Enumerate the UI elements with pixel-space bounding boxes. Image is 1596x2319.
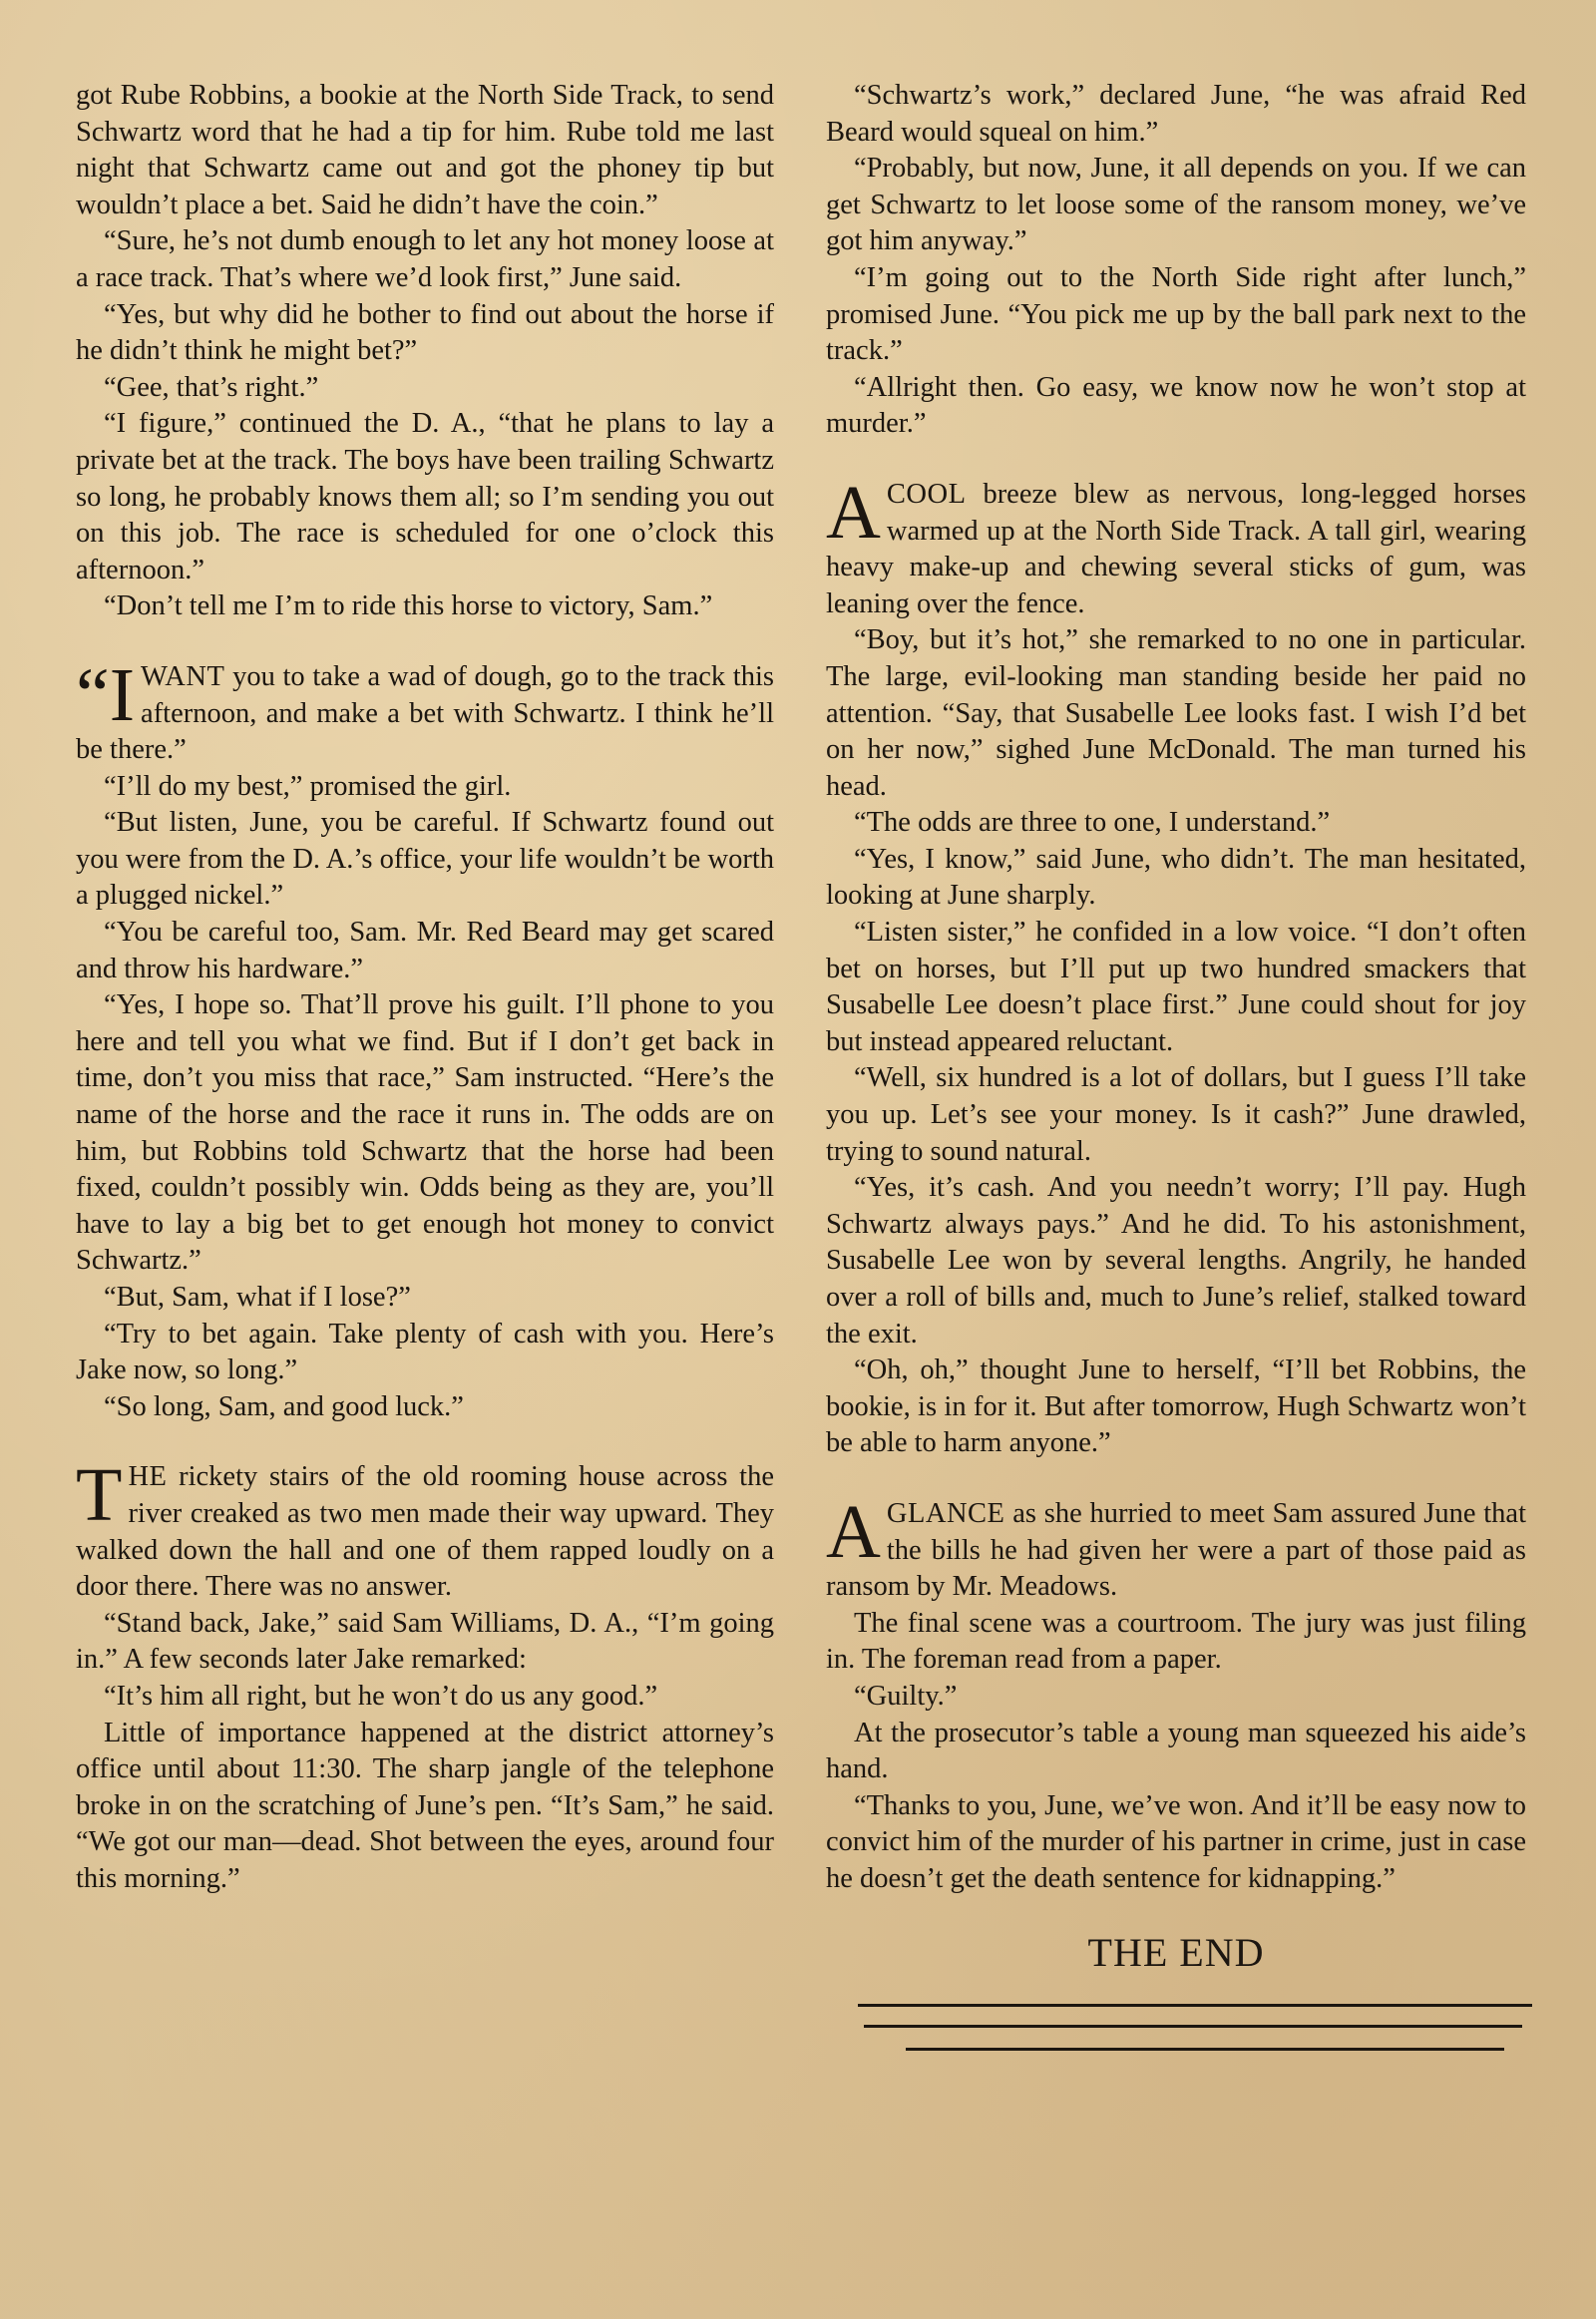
- drop-cap: “I: [76, 652, 136, 737]
- left-column: [76, 78, 774, 1898]
- paragraph: “Sure, he’s not dumb enough to let any hot money loose at a race track. That’s where we’d look first,” June said.: [76, 225, 774, 293]
- section-break-paragraph: [76, 1453, 774, 1897]
- drop-cap: A: [826, 1489, 881, 1574]
- paragraph: “Yes, I hope so. That’ll prove his guilt. I’ll phone to you here and tell you what we find. But if I don’t get back in time, don’t you miss that race,” Sam instructed. “Here’s the name of the horse and the race it runs in. The odds are on him, but Robbins told Schwartz that the horse had been fixed, couldn’t possibly win. Odds being as they are, you’ll have to lay a big bet to get enough hot money to convict Schwartz.”: [76, 989, 774, 1277]
- paragraph: “Guilty.”: [854, 1680, 958, 1712]
- paragraph: “Well, six hundred is a lot of dollars, but I guess I’ll take you up. Let’s see your money. Is it cash?” June drawled, trying to sound natural.: [826, 1062, 1526, 1167]
- paragraph: “Yes, but why did he bother to find out about the horse if he didn’t think he might bet?”: [76, 298, 774, 367]
- section-break-paragraph: [826, 470, 1526, 1462]
- paragraph-text: breeze blew as nervous, long-legged horses warmed up at the North Side Track. A tall girl, wearing heavy make-up and chewing several sticks of gum, was leaning over the fence.: [826, 478, 1526, 619]
- section-opening-paragraph: [826, 470, 1526, 622]
- paragraph-text: as she hurried to meet Sam assured June that the bills he had given her were a part of those paid as ransom by Mr. Meadows.: [826, 1497, 1526, 1603]
- paragraph: “Schwartz’s work,” declared June, “he was afraid Red Beard would squeal on him.”: [826, 80, 1526, 148]
- paragraph: “The odds are three to one, I understand.”: [854, 807, 1331, 839]
- paragraph: “Oh, oh,” thought June to herself, “I’ll bet Robbins, the bookie, is in for it. But after tomorrow, Hugh Schwartz won’t be able to harm anyone.”: [826, 1354, 1526, 1459]
- paragraph: The final scene was a courtroom. The jury was just filing in. The foreman read from a paper.: [826, 1607, 1526, 1676]
- paragraph: “It’s him all right, but he won’t do us any good.”: [104, 1680, 658, 1712]
- paragraph: “Thanks to you, June, we’ve won. And it’ll be easy now to convict him of the murder of his partner in crime, just in case he doesn’t get the death sentence for kidnapping.”: [826, 1789, 1526, 1894]
- paragraph: “Probably, but now, June, it all depends on you. If we can get Schwartz to let loose some of the ransom money, we’ve got him anyway.”: [826, 153, 1526, 257]
- section-opening-paragraph: [76, 652, 774, 769]
- paragraph: “Yes, I know,” said June, who didn’t. The man hesitated, looking at June sharply.: [826, 843, 1526, 912]
- paragraph: “So long, Sam, and good luck.”: [104, 1390, 464, 1422]
- paragraph-text: rickety stairs of the old rooming house across the river creaked as two men made their way upward. They walked down the hall and one of them rapped loudly on a door there. There was no answer.: [76, 1461, 774, 1603]
- section-opening-paragraph: [76, 1453, 774, 1605]
- end-rule: [858, 2004, 1532, 2007]
- paragraph: At the prosecutor’s table a young man squeezed his aide’s hand.: [826, 1717, 1526, 1785]
- paragraph: “Don’t tell me I’m to ride this horse to victory, Sam.”: [104, 590, 713, 622]
- paragraph: “Boy, but it’s hot,” she remarked to no one in particular. The large, evil-looking man standing beside her paid no attention. “Say, that Susabelle Lee looks fast. I wish I’d bet on her now,” sighed June McDonald. The man turned his head.: [826, 624, 1526, 802]
- paragraph: “Gee, that’s right.”: [104, 371, 319, 403]
- paragraph: got Rube Robbins, a bookie at the North Side Track, to send Schwartz word that he had a tip for him. Rube told me last night that Schwartz came out and got the phoney tip but wouldn’t place a bet. Said he didn’t have the coin.”: [76, 80, 774, 220]
- paragraph: “Allright then. Go easy, we know now he won’t stop at murder.”: [826, 371, 1526, 440]
- paragraph: “I’m going out to the North Side right after lunch,” promised June. “You pick me up by the ball park next to the track.”: [826, 261, 1526, 367]
- end-rule: [906, 2048, 1504, 2051]
- paragraph: “Stand back, Jake,” said Sam Williams, D. A., “I’m going in.” A few seconds later Jake remarked:: [76, 1607, 774, 1676]
- lead-in-caps: GLANCE: [886, 1497, 1005, 1529]
- paragraph: Little of importance happened at the district attorney’s office until about 11:30. The sharp jangle of the telephone broke in on the scratching of June’s pen. “It’s Sam,” he said. “We got our man—dead. Shot between the eyes, around four this morning.”: [76, 1717, 774, 1894]
- paragraph: “Try to bet again. Take plenty of cash with you. Here’s Jake now, so long.”: [76, 1318, 774, 1386]
- right-column: [826, 78, 1526, 2051]
- section-break-paragraph: [76, 652, 774, 1425]
- drop-cap: A: [826, 470, 881, 555]
- the-end-heading: THE END: [1087, 1929, 1265, 1975]
- end-rule: [864, 2025, 1522, 2028]
- paragraph-text: you to take a wad of dough, go to the track this afternoon, and make a bet with Schwartz. I think he’ll be there.”: [76, 660, 774, 766]
- paragraph: “Yes, it’s cash. And you needn’t worry; I’ll pay. Hugh Schwartz always pays.” And he did. To his astonishment, Susabelle Lee won by several lengths. Angrily, he handed over a roll of bills and, much to June’s relief, stalked toward the exit.: [826, 1172, 1526, 1350]
- lead-in-caps: WANT: [141, 660, 225, 692]
- paragraph: “I’ll do my best,” promised the girl.: [104, 770, 512, 802]
- paragraph: “Listen sister,” he confided in a low voice. “I don’t often bet on horses, but I’ll put up two hundred smackers that Susabelle Lee doesn’t place first.” June could shout for joy but instead appeared reluctant.: [826, 917, 1526, 1057]
- paragraph: “You be careful too, Sam. Mr. Red Beard may get scared and throw his hardware.”: [76, 917, 774, 984]
- lead-in-caps: HE: [128, 1461, 168, 1493]
- paragraph: “But, Sam, what if I lose?”: [104, 1282, 411, 1313]
- section-break-paragraph: [826, 1489, 1526, 1898]
- drop-cap: T: [76, 1453, 123, 1538]
- section-opening-paragraph: [826, 1489, 1526, 1606]
- paragraph: “But listen, June, you be careful. If Schwartz found out you were from the D. A.’s office, your life wouldn’t be worth a plugged nickel.”: [76, 807, 774, 912]
- lead-in-caps: COOL: [886, 478, 967, 510]
- paragraph: “I figure,” continued the D. A., “that he plans to lay a private bet at the track. The boys have been trailing Schwartz so long, he probably knows them all; so I’m sending you out on this job. The race is scheduled for one o’clock this afternoon.”: [76, 408, 774, 585]
